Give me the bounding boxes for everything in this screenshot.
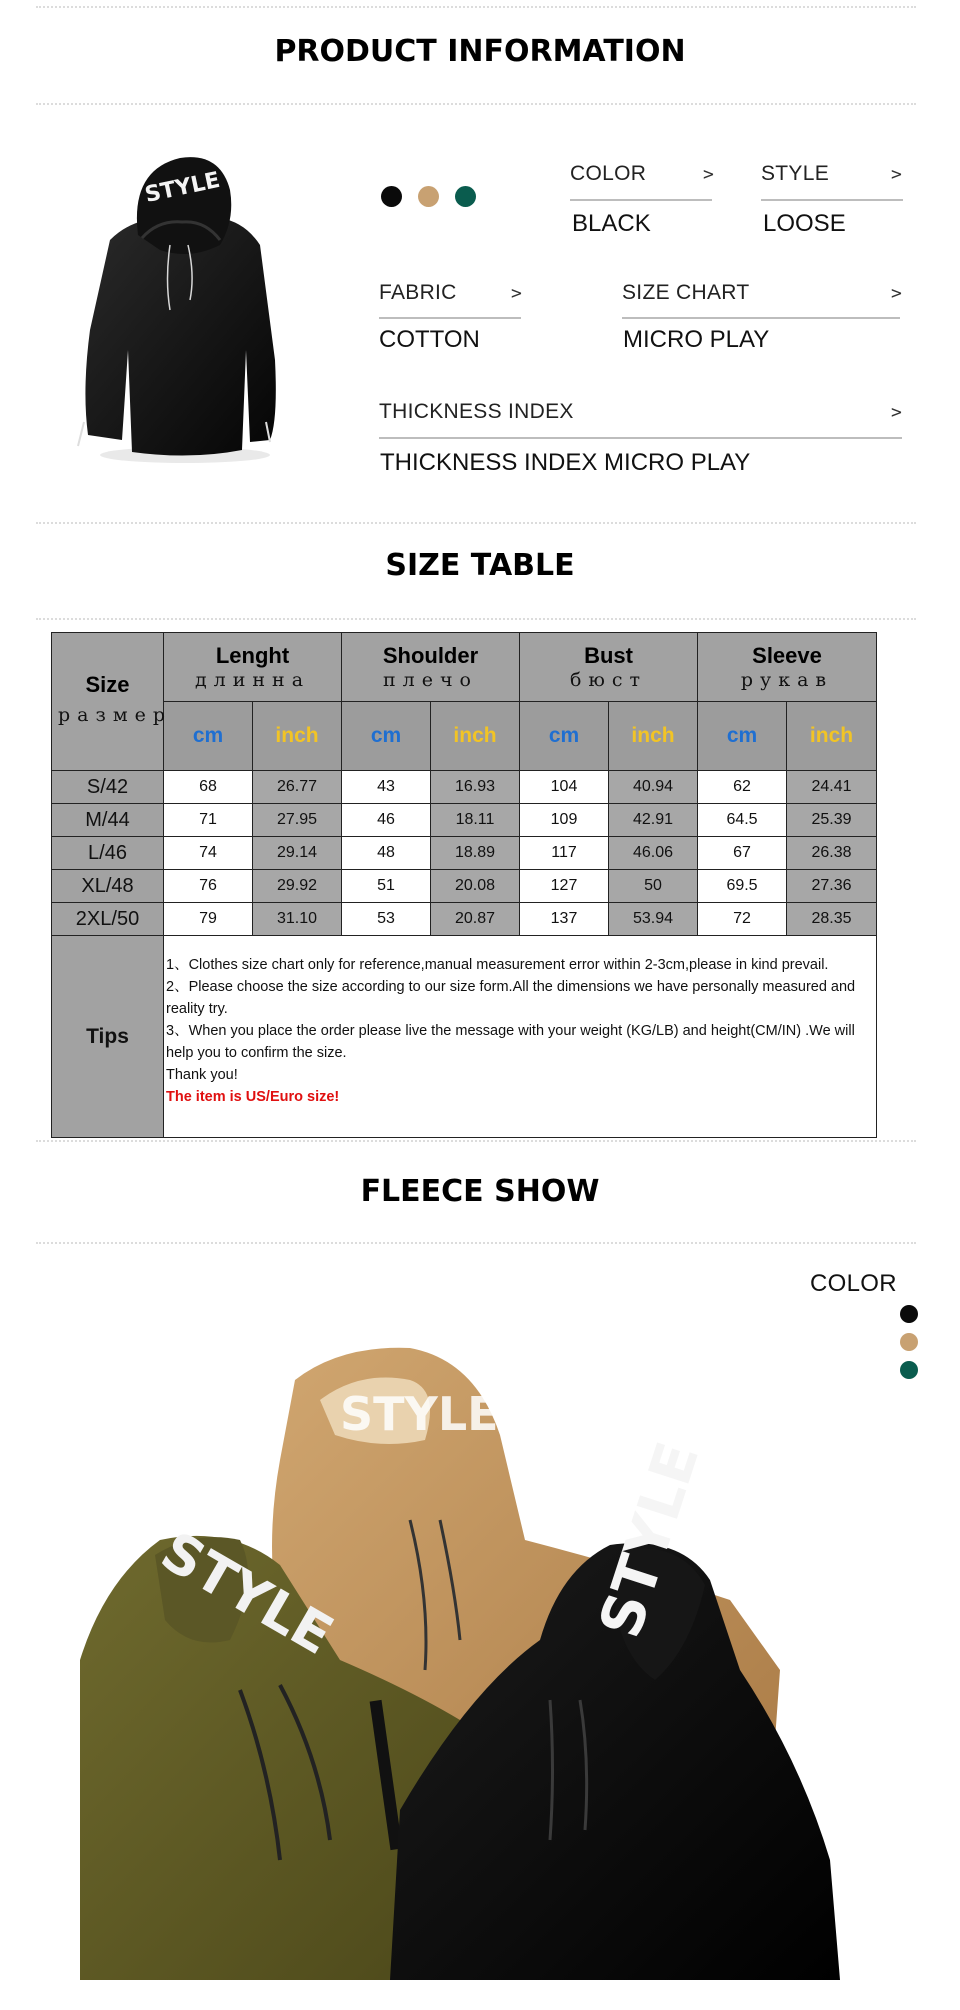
size-chart-underline bbox=[622, 317, 900, 319]
hood-print: STYLE bbox=[585, 1434, 713, 1646]
color-value: BLACK bbox=[572, 210, 651, 237]
color-label: COLOR bbox=[570, 162, 647, 185]
measure-cell: 48 bbox=[342, 837, 431, 870]
measure-cell: 27.36 bbox=[787, 870, 877, 903]
size-header-ru: размер bbox=[58, 703, 173, 726]
measure-cell: 43 bbox=[342, 771, 431, 804]
measure-cell: 109 bbox=[520, 804, 609, 837]
fleece-hoodies-image bbox=[80, 1340, 930, 1980]
group-name-ru: бюст bbox=[569, 669, 648, 691]
measure-cell: 16.93 bbox=[431, 771, 520, 804]
fabric-underline bbox=[379, 317, 521, 319]
color-swatch-black[interactable] bbox=[381, 186, 402, 207]
unit-inch: inch bbox=[431, 702, 520, 771]
divider bbox=[36, 618, 916, 620]
measure-cell: 31.10 bbox=[253, 903, 342, 936]
chevron-right-icon: > bbox=[891, 402, 902, 423]
measure-cell: 18.89 bbox=[431, 837, 520, 870]
group-name: Sleeve bbox=[752, 643, 822, 668]
tip-line: 3、When you place the order please live the message with your weight (KG/LB) and height(CM/IN) .We will help you to confirm the size. bbox=[166, 1023, 855, 1061]
measure-cell: 104 bbox=[520, 771, 609, 804]
table-row bbox=[52, 870, 877, 903]
chevron-right-icon: > bbox=[891, 283, 902, 304]
group-name-ru: плечо bbox=[383, 669, 478, 691]
measure-cell: 40.94 bbox=[609, 771, 698, 804]
measure-cell: 27.95 bbox=[253, 804, 342, 837]
measure-cell: 26.77 bbox=[253, 771, 342, 804]
group-name: Shoulder bbox=[382, 643, 479, 668]
unit-cm: cm bbox=[520, 702, 609, 771]
divider bbox=[36, 1242, 916, 1244]
divider bbox=[36, 1140, 916, 1142]
measure-cell: 18.11 bbox=[431, 804, 520, 837]
chevron-right-icon: > bbox=[891, 164, 902, 185]
measure-cell: 67 bbox=[698, 837, 787, 870]
color-underline bbox=[570, 199, 712, 201]
group-header bbox=[342, 633, 520, 702]
color-swatch-black[interactable] bbox=[900, 1305, 918, 1323]
divider bbox=[36, 522, 916, 524]
measure-cell: 69.5 bbox=[698, 870, 787, 903]
table-row bbox=[52, 804, 877, 837]
tips-label: Tips bbox=[52, 936, 164, 1138]
style-underline bbox=[761, 199, 903, 201]
measure-cell: 53.94 bbox=[609, 903, 698, 936]
measure-cell: 62 bbox=[698, 771, 787, 804]
fleece-color-label: COLOR bbox=[810, 1270, 897, 1297]
measure-cell: 137 bbox=[520, 903, 609, 936]
size-table-title: SIZE TABLE bbox=[385, 548, 575, 583]
measure-cell: 26.38 bbox=[787, 837, 877, 870]
top-divider bbox=[36, 6, 916, 8]
measure-cell: 24.41 bbox=[787, 771, 877, 804]
tip-line: Thank you! bbox=[166, 1067, 238, 1083]
fleece-show-title: FLEECE SHOW bbox=[360, 1174, 600, 1209]
unit-cm: cm bbox=[164, 702, 253, 771]
fabric-value: COTTON bbox=[379, 326, 480, 353]
group-name: Lenght bbox=[215, 643, 290, 668]
size-cell: M/44 bbox=[52, 804, 164, 837]
measure-cell: 46.06 bbox=[609, 837, 698, 870]
product-info-title: PRODUCT INFORMATION bbox=[274, 34, 686, 69]
group-header bbox=[164, 633, 342, 702]
measure-cell: 68 bbox=[164, 771, 253, 804]
tip-line: 2、Please choose the size according to our size form.All the dimensions we have personally measured and reality try. bbox=[166, 979, 856, 1017]
size-rows bbox=[52, 771, 877, 936]
black-hoodie-image bbox=[70, 150, 290, 470]
measure-cell: 29.14 bbox=[253, 837, 342, 870]
measure-cell: 20.08 bbox=[431, 870, 520, 903]
hood-print: STYLE bbox=[142, 167, 223, 209]
measure-cell: 28.35 bbox=[787, 903, 877, 936]
tip-line: 1、Clothes size chart only for reference,manual measurement error within 2-3cm,please in kind prevail. bbox=[166, 957, 829, 973]
chevron-right-icon: > bbox=[511, 283, 522, 304]
group-name: Bust bbox=[584, 643, 633, 668]
color-swatch-tan[interactable] bbox=[418, 186, 439, 207]
measure-cell: 79 bbox=[164, 903, 253, 936]
thickness-value: THICKNESS INDEX MICRO PLAY bbox=[380, 449, 751, 476]
chevron-right-icon: > bbox=[703, 164, 714, 185]
measure-cell: 117 bbox=[520, 837, 609, 870]
size-cell: L/46 bbox=[52, 837, 164, 870]
hood-print: STYLE bbox=[340, 1387, 499, 1441]
table-row bbox=[52, 837, 877, 870]
group-header bbox=[698, 633, 877, 702]
thickness-label: THICKNESS INDEX bbox=[379, 400, 574, 423]
group-name-ru: длинна bbox=[194, 669, 311, 691]
measure-cell: 71 bbox=[164, 804, 253, 837]
unit-inch: inch bbox=[253, 702, 342, 771]
divider bbox=[36, 103, 916, 105]
size-header-cell bbox=[52, 633, 173, 771]
measure-cell: 53 bbox=[342, 903, 431, 936]
measure-cell: 42.91 bbox=[609, 804, 698, 837]
measure-cell: 51 bbox=[342, 870, 431, 903]
measure-cell: 72 bbox=[698, 903, 787, 936]
unit-inch: inch bbox=[609, 702, 698, 771]
group-name-ru: рукав bbox=[740, 669, 834, 691]
size-chart-label: SIZE CHART bbox=[622, 281, 750, 304]
unit-cm: cm bbox=[342, 702, 431, 771]
fabric-label: FABRIC bbox=[379, 281, 457, 304]
size-chart-value: MICRO PLAY bbox=[623, 326, 770, 353]
measure-cell: 20.87 bbox=[431, 903, 520, 936]
measure-cell: 64.5 bbox=[698, 804, 787, 837]
tips-content bbox=[164, 936, 877, 1138]
style-label: STYLE bbox=[761, 162, 830, 185]
measure-cell: 46 bbox=[342, 804, 431, 837]
color-swatch-green[interactable] bbox=[455, 186, 476, 207]
size-cell: 2XL/50 bbox=[52, 903, 164, 936]
measure-cell: 50 bbox=[609, 870, 698, 903]
size-cell: S/42 bbox=[52, 771, 164, 804]
style-value: LOOSE bbox=[763, 210, 846, 237]
size-cell: XL/48 bbox=[52, 870, 164, 903]
measure-cell: 74 bbox=[164, 837, 253, 870]
size-table bbox=[51, 632, 877, 1138]
table-row bbox=[52, 771, 877, 804]
hood-print: STYLE bbox=[150, 1519, 344, 1667]
measure-cell: 127 bbox=[520, 870, 609, 903]
table-row bbox=[52, 903, 877, 936]
thickness-underline bbox=[379, 437, 902, 439]
tip-highlight: The item is US/Euro size! bbox=[166, 1089, 340, 1105]
unit-cm: cm bbox=[698, 702, 787, 771]
measure-cell: 25.39 bbox=[787, 804, 877, 837]
unit-inch: inch bbox=[787, 702, 877, 771]
measure-cell: 29.92 bbox=[253, 870, 342, 903]
measure-cell: 76 bbox=[164, 870, 253, 903]
group-header bbox=[520, 633, 698, 702]
size-header: Size bbox=[85, 671, 130, 697]
